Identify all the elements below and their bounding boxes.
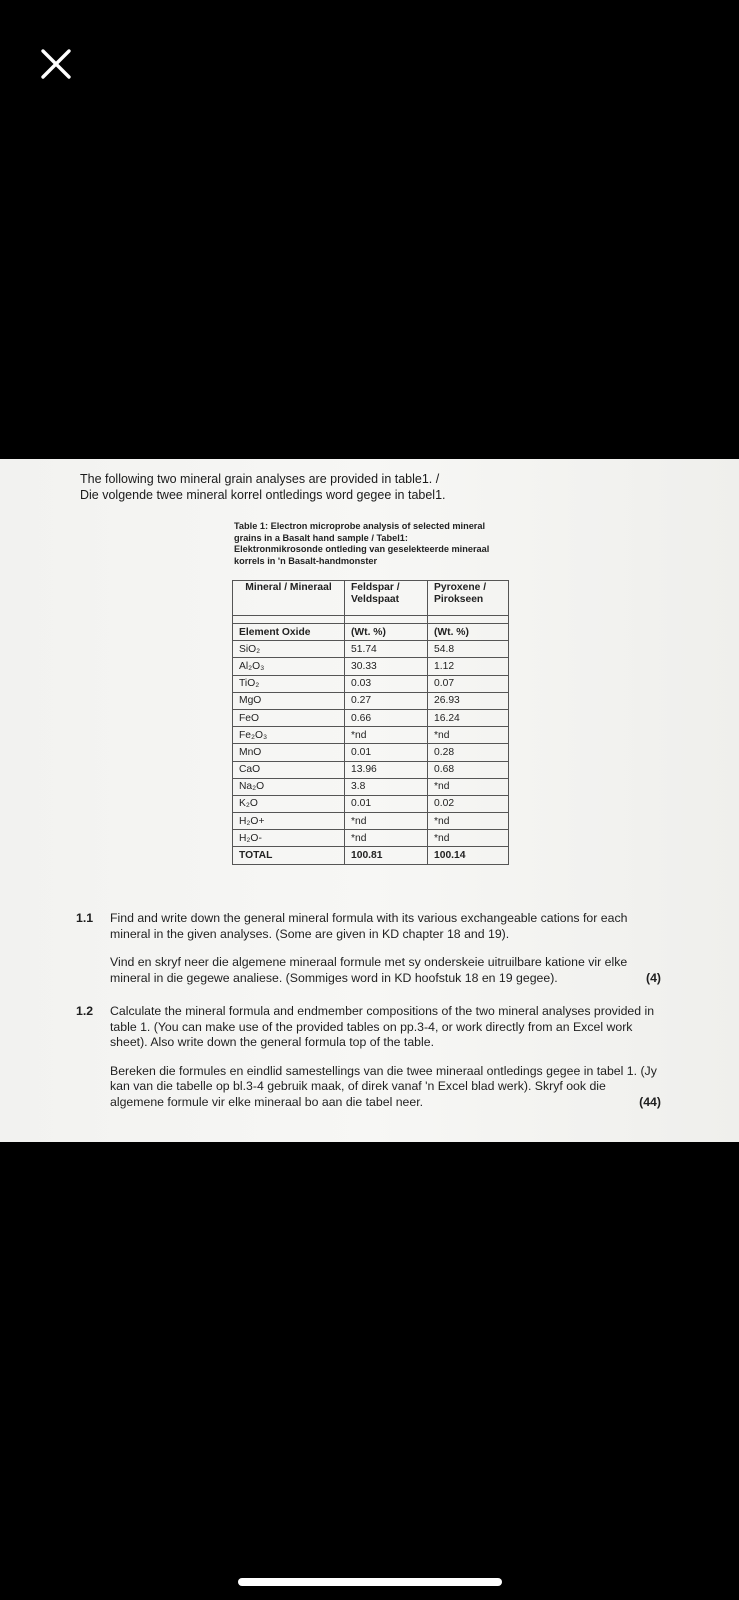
pyroxene-cell: 0.02 bbox=[428, 795, 509, 812]
feldspar-cell: 51.74 bbox=[345, 641, 428, 658]
table-total-row bbox=[233, 847, 509, 864]
question-text-en: Find and write down the general mineral formula with its various exchangeable cations for each mineral in the given analyses. (Some are given in KD chapter 18 and 19). bbox=[110, 911, 628, 941]
table-row bbox=[233, 692, 509, 709]
feldspar-cell: *nd bbox=[345, 727, 428, 744]
oxide-cell: Na₂O bbox=[233, 778, 345, 795]
total-feldspar: 100.81 bbox=[345, 847, 428, 864]
feldspar-cell: 0.01 bbox=[345, 795, 428, 812]
intro-line-2: Die volgende twee mineral korrel ontledings word gegee in tabel1. bbox=[80, 488, 446, 502]
oxide-cell: CaO bbox=[233, 761, 345, 778]
feldspar-cell: 0.27 bbox=[345, 692, 428, 709]
table-row bbox=[233, 761, 509, 778]
feldspar-cell: *nd bbox=[345, 813, 428, 830]
pyroxene-cell: 26.93 bbox=[428, 692, 509, 709]
subheader-wt-feldspar: (Wt. %) bbox=[345, 624, 428, 641]
feldspar-cell: 0.01 bbox=[345, 744, 428, 761]
oxide-cell: SiO₂ bbox=[233, 641, 345, 658]
pyroxene-cell: 54.8 bbox=[428, 641, 509, 658]
pyroxene-cell: 0.28 bbox=[428, 744, 509, 761]
table-header-row bbox=[233, 581, 509, 616]
question-points: (44) bbox=[639, 1094, 661, 1109]
total-label: TOTAL bbox=[233, 847, 345, 864]
pyroxene-cell: 1.12 bbox=[428, 658, 509, 675]
subheader-wt-pyroxene: (Wt. %) bbox=[428, 624, 509, 641]
table-row bbox=[233, 795, 509, 812]
table-row bbox=[233, 658, 509, 675]
feldspar-cell: 0.03 bbox=[345, 675, 428, 692]
table-subheader-row bbox=[233, 624, 509, 641]
total-pyroxene: 100.14 bbox=[428, 847, 509, 864]
oxide-cell: H₂O- bbox=[233, 830, 345, 847]
oxide-cell: TiO₂ bbox=[233, 675, 345, 692]
header-feldspar: Feldspar / Veldspaat bbox=[345, 581, 428, 616]
oxide-cell: K₂O bbox=[233, 795, 345, 812]
table-row bbox=[233, 830, 509, 847]
header-pyroxene: Pyroxene / Pirokseen bbox=[428, 581, 509, 616]
question-text-af bbox=[110, 1064, 661, 1111]
question-number: 1.2 bbox=[76, 1004, 94, 1018]
feldspar-cell: *nd bbox=[345, 830, 428, 847]
oxide-cell: Al₂O₃ bbox=[233, 658, 345, 675]
oxide-cell: Fe₂O₃ bbox=[233, 727, 345, 744]
question-number: 1.1 bbox=[76, 911, 94, 925]
oxide-cell: FeO bbox=[233, 709, 345, 726]
table-row bbox=[233, 744, 509, 761]
question-1-2 bbox=[76, 1004, 661, 1110]
table-row bbox=[233, 813, 509, 830]
oxide-cell: H₂O+ bbox=[233, 813, 345, 830]
pyroxene-cell: 0.68 bbox=[428, 761, 509, 778]
question-text-af-content: Bereken die formules en eindlid samestellings van die twee mineraal ontledings gegee in tabel 1. (Jy kan van die tabelle op bl.3-4 gebruik maak, of direk vanaf 'n Excel blad werk). Skryf ook die algemene formule vir elke mineraal bo aan die tabel neer. bbox=[110, 1063, 657, 1109]
question-text-af-content: Vind en skryf neer die algemene mineraal formule met sy onderskeie uitruilbare katione vir elke mineral in die gegewe analiese. (Sommiges word in KD hoofstuk 18 en 19 gegee). bbox=[110, 955, 628, 985]
subheader-element: Element Oxide bbox=[233, 624, 345, 641]
document-photo[interactable] bbox=[0, 459, 739, 1142]
close-icon bbox=[39, 47, 73, 81]
table-row bbox=[233, 675, 509, 692]
pyroxene-cell: *nd bbox=[428, 727, 509, 744]
question-text-en: Calculate the mineral formula and endmember compositions of the two mineral analyses provided in table 1. (You can make use of the provided tables on pp.3-4, or work directly from an Excel work sheet). Also write down the general formula top of the table. bbox=[110, 1004, 655, 1049]
table-row bbox=[233, 709, 509, 726]
oxide-cell: MgO bbox=[233, 692, 345, 709]
question-text-af bbox=[110, 955, 661, 986]
header-mineral: Mineral / Mineraal bbox=[233, 581, 345, 616]
feldspar-cell: 0.66 bbox=[345, 709, 428, 726]
table-row bbox=[233, 641, 509, 658]
pyroxene-cell: *nd bbox=[428, 813, 509, 830]
pyroxene-cell: *nd bbox=[428, 830, 509, 847]
pyroxene-cell: 0.07 bbox=[428, 675, 509, 692]
table-caption: Table 1: Electron microprobe analysis of selected mineral grains in a Basalt hand sample / Tabel1: Elektronmikrosonde ontleding van geselekteerde mineraal korrels in 'n Basalt-handmonster bbox=[234, 521, 490, 566]
feldspar-cell: 30.33 bbox=[345, 658, 428, 675]
home-indicator[interactable] bbox=[238, 1578, 502, 1586]
pyroxene-cell: *nd bbox=[428, 778, 509, 795]
table-gap-row bbox=[233, 616, 509, 624]
table-row bbox=[233, 727, 509, 744]
oxide-cell: MnO bbox=[233, 744, 345, 761]
intro-text bbox=[80, 471, 446, 503]
pyroxene-cell: 16.24 bbox=[428, 709, 509, 726]
question-1-1 bbox=[76, 911, 661, 986]
mineral-analysis-table bbox=[232, 580, 509, 865]
question-points: (4) bbox=[645, 970, 661, 985]
close-button[interactable] bbox=[36, 44, 76, 84]
intro-line-1: The following two mineral grain analyses are provided in table1. / bbox=[80, 472, 440, 486]
feldspar-cell: 13.96 bbox=[345, 761, 428, 778]
table-row bbox=[233, 778, 509, 795]
feldspar-cell: 3.8 bbox=[345, 778, 428, 795]
